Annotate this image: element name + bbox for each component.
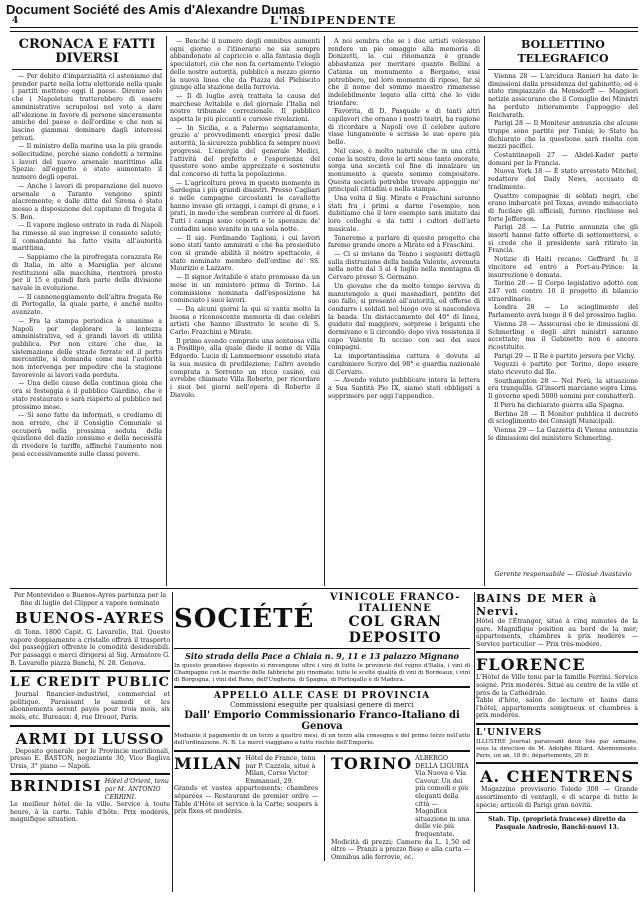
article-paragraph: La importantissima cattura è dovuta al carabiniere Scrivo del 98° e guardia nazionale di Cervaro. (328, 353, 480, 376)
header-rule (10, 27, 638, 28)
ad-emporio-desc: Mediante il pagamento di un terzo a quattro mesi, di un terzo alla consegna e del primo terzo nell'atto dell'ordinazione. N. B. Le merci viaggiano a tutto rischio dell'Emporio. (174, 733, 470, 747)
column-rule (166, 36, 167, 586)
article-paragraph: — Sappiamo che la pirofregata corazzata Re di Italia, in alto a Marsiglia per alcune restituzioni alla macchina, rientrerà presto per il 15 e quindi farà parte della divisione navale in evoluzione. (12, 254, 162, 292)
divider (476, 723, 638, 725)
divider (10, 725, 170, 727)
ads-middle-column (174, 592, 470, 892)
article-paragraph: — Una delle cause della continua gioia che ora si festeggia è il pubblico Giardino, che è stato restaurato e sarà riaperto al pubblico nel prossimo mese. (12, 380, 162, 411)
document-watermark: Document Société des Amis d'Alexandre Dumas (6, 2, 305, 17)
advertisements (10, 592, 638, 892)
ad-brindisi (10, 778, 170, 801)
ad-torino-title: TORINO (330, 753, 413, 773)
ad-intro: Per Montevideo e Buenos-Ayres partenza per la fine di luglio del Clipper a vapore nominato (13, 592, 167, 607)
divider (10, 670, 170, 672)
article-paragraph: — Per debito d'imparzialità ci asteniamo dal prender parte nella lotta elettorale nella quale i partiti mettono oggi il paese. Diremo solo che i Napoletani tratterebbero di essere amministrative scrupolosi nel voto a dare all'elezione in favore di persone sinceramente amiche del paese e dell'ordine e che non si lascino giammai dominare dagli interessi privati. (12, 73, 162, 142)
divider (174, 686, 470, 688)
ads-left-column (10, 592, 170, 892)
ad-torino-desc: Modicità di prezzi; Camere da L. 1,50 ed oltre — Pranzi a prezzo fisso e alla carta — Omnibus alle ferrovie, ec. (330, 838, 470, 861)
ad-credit-title: LE CREDIT PUBLIC (10, 675, 170, 691)
ad-bains-desc: Hôtel de l'Étranger, situé à cinq minutes de la gare. Magnifique position au bord de la mer; appartements, chambres à prix modérés — Service particulier — Prix très-modéré. (476, 618, 638, 648)
ad-bains-title: BAINS DE MER à Nervi. (476, 592, 598, 618)
article-paragraph: — L'agricoltura prova in questo momento in Sardegna i più grandi disastri. Presso Cagliari e nelle campagne circostanti le cavallette hanno invaso gli orzaggi, i campi di grano, e i prati, in modo che sembran correre al di fuori. Tutti i campi sono coperti e le speranze de' contadini sono svanite in una sola notte. (170, 179, 320, 233)
article-paragraph: Nel caso, è molto naturale che in una città come la nostra, dove le arti sono tanto onorate, sorga una società col fine di innalzare un monumento a questo sommo compositore. Questa società potrebbe trovare appoggio ne' principali cittadini e nella stampa. (328, 147, 480, 194)
article-paragraph: — Il cannoneggiamento dell'altra fregata Re di Portogallo, la quale parte, è anche molto avanzato. (12, 293, 162, 317)
ad-societe-desc: In questo grandioso deposito si rinvengono oltre i vini di tutte le provincie del regno d'Italia, i vini di Champagne con le marche delle fabbriche più rinomate; tutte le scelte qualità di vini di Bordeaux, i vini di Borgogna, i vini del Reno, dell'Ungheria, di Spagna, di Portogallo e di Madera. (174, 663, 470, 683)
article-paragraph: Il primo avendo comprato una sontuosa villa a Posillipo, alla quale diede il nome di Villa Edgardo. Lucia di Lammermoor essendo stata la sua musica di predilezione; l'altro avendo comprata a Sorrento un ricco casino, cui avrebbe chiamato Villa Roberto, per ricordare i suoi bei giorni nell'opera di Roberto il Diavolo. (170, 337, 320, 399)
header (0, 0, 643, 27)
gerente-line: Gerente responsabile — Giosuè Avastavio (494, 570, 632, 578)
telegram: Parigi 28 — Il Moniteur annunzia che alcune truppe sono partite per Tunisi; lo Stato ha dichiarato che la questione sarà risolta con mezzi pacifici. (488, 120, 638, 151)
divider (476, 651, 638, 653)
column-3 (328, 38, 480, 584)
section-title: CRONACA E FATTI DIVERSI (18, 38, 156, 66)
ad-societe-header (174, 592, 470, 649)
telegram: Parigi 29 — Il Re è partito jersera per Vichy. (494, 352, 636, 360)
article-paragraph: A noi sembra che se i due artisti volevano rendere un pio omaggio alla memoria di Donizetti, la cui rinomanza è grande abbastanza per meritare quanto Bellini a Catania un monumento a Bergamo, essi potrebbero, nel loro momento di riposo, far sì che il nome del sommo maestro rimanesse indelebilmente legato alla città che lo vide trionfare. (328, 38, 480, 107)
printer-line: Stab. Tip. (proprietà francese) diretto da Pasquale Androsio, Banchi-nuovi 13. (488, 816, 626, 831)
article-paragraph: — Il ministro della marina usa la più grande sollecitudine, perché siano condotti a termine i lavori del nuovo arsenale marittimo alla Spezia: all'oggetto è stato aumentato il numero degli operai. (12, 143, 162, 182)
ad-milan (174, 755, 318, 861)
ad-florence-title: FLORENCE (476, 655, 586, 675)
article-paragraph: — Il vapore inglese entrato in rada di Napoli ha rimesso al suo ingresso il consueto saluto; il comandante ha fatto visita all'autorità marittima. (12, 222, 162, 253)
ad-chentrens-title: A. CHENTRENS (480, 767, 634, 787)
article-paragraph: Favorita, di D. Pasquale e di tanti altri capilavori che ornano i nostri teatri, ha ragione di ricordare a Napoli ove il celebre autore visse lungamente e scrisse le sue opere più belle. (328, 108, 480, 147)
ad-column-rule (474, 592, 475, 892)
article-paragraph: — Ci si inviano da Teano i seguenti dettagli sulla distruzione della banda Valente, avvenuta nella notte dal 3 al 4 luglio nella montagna di Cervaro presso S. Germano. (328, 250, 480, 282)
divider (174, 750, 470, 752)
telegram: Southampton 28 — Nel Perù, la situazione era tranquilla. Gl'insorti marciano sopra Lima. Il governo spedì 5000 uomini per combatterli. (488, 377, 638, 401)
ad-column-rule (172, 592, 173, 892)
header-rule-2 (10, 31, 638, 32)
divider (324, 755, 325, 861)
divider (488, 69, 638, 70)
divider (12, 69, 162, 70)
ad-milan-title: MILAN (174, 753, 243, 773)
column-rule (484, 36, 485, 586)
telegram: Il Perù ha dichiarato guerra alla Spagna. (494, 401, 625, 409)
ad-hotels-row (174, 755, 470, 861)
ad-milan-desc: Grands et vastes appartements; chambres séparées — Restaurant de premier ordre — Table d'Hôte et service à la Carte; soupers à prix fixes et modérés. (174, 785, 318, 816)
ad-appello-title: APPELLO ALLE CASE DI PROVINCIA (213, 691, 431, 702)
article-paragraph: — Da alcuni giorni la qui si vanta molto la buona e riconoscente memoria di due celebri artisti che hanno illustrato le scene di S. Carlo: Frazchini e Mirate. (170, 305, 320, 337)
telegram: Nuova York 18 — È stato arrestato Mitchel, redattore del Daily News, accusato di tradimento. (488, 168, 638, 191)
article-paragraph: — In Sicilia, e a Palermo segnatamente, grazie a' provvedimenti energici presi dalle autorità, la sicurezza pubblica fa sempre nuovi progressi. L'energia del generale Medici, l'attività del prefetto e l'esperienza del questore sono ambe apprezzate e sostenute dal concorso di tutta la popolazione. (170, 124, 320, 178)
ad-societe-sub: VINICOLE FRANCO-ITALIENNE (329, 592, 461, 614)
ad-chentrens-desc: Magazzino provvisorio Toledo 308 — Grande assortimento di ventagli, e di scarpe di tutte le specie; articoli di Parigi gran novità. (476, 786, 638, 809)
telegram: Vegezzi è partito per Torino, dopo essere stato ricevuto dal Re. (488, 361, 638, 377)
article-paragraph: Una volta il Sig. Mirate e Fraschini saranno stati fra i primi a darne l'esempio, non dubitiamo che il loro esempio sarà imitato dai loro colleghi e da tutti i cultori dell'arte musicale. (328, 195, 480, 233)
ad-ship-desc: di Tonn. 1800 Capit. G. Lavarello, Ital. Questo vapore doppiamente a cristallo offrirà il trasporto dei passeggieri offrente le comodità desiderabili. Per passaggi e merci dirigersi al Sig. Armatore G. B. Lavarello piazza Banchi, N. 28. Genova. (10, 629, 170, 667)
column-2 (170, 38, 320, 584)
ad-brindisi-sub: Hôtel d'Orient, tenu par M. ANTONIO CERRINI. (104, 778, 169, 801)
telegram: Notizie di Haiti recano: Geffrard fu il vincitore ed entrò a Port-au-Prince: la insurrezione è domata. (488, 256, 638, 279)
article-paragraph: — Fra la stampa periodica è unanime a Napoli per deplorare la lentezza amministrativa, ed a grandi lavori di utilità pubblica. Per non citare che due, la sistemazione delle strade ferrate ed il porto mercantile, si domanda come mai l'autorità non intervenga per impedire che la stagione favorevole ai lavori vada perduta. (12, 317, 162, 379)
ad-societe-address: Sito strada della Pace a Chiaia n. 9, 11 e 13 palazzo Mignano (185, 651, 459, 661)
divider (476, 762, 638, 764)
page-number: 4 (12, 16, 19, 26)
divider (476, 812, 638, 813)
ad-credit-desc: Journal financier-industriel, commercial et politique. Paraissant le samedi et les abonnements seront payés pour trois mois, six mois, etc. Bureaux: 4, rue Drouot, Paris. (10, 691, 170, 721)
telegram: Quattro compagnie di soldati negri, che erano imbarcate pel Texas, avendo minacciato di fucilare gli ufficiali, furono rinchiuse nel forte Jefferson. (488, 192, 638, 223)
article-paragraph: Un giovane che da molto tempo serviva di manutengolo a quei masnadieri, pentito del suo fallo, si presentò all'autorità, ed offerse di condurre i soldati nel luogo ove si nascondeva la banda. Un distaccamento del 40° di linea, guidato dal maggiore, sorprese i briganti che dormivano e li circondò; dopo viva resistenza il capo Valente fu ucciso con sei dei suoi compagni. (328, 282, 480, 352)
article-paragraph: — Il sig. Ferdinando Taglioni, i cui lavori sono stati tanto ammirati e che ha presieduto con si grande abilità il nostro spettacolo, è stato nominato membro dell'ordine de' SS. Maurizio e Lazzaro. (170, 234, 320, 273)
article-paragraph: — Il dì luglio avrà trattata la causa del marchese Avitabile e del giornale l'Italia nel nostro tribunale correzionale. Il pubblico aspetta le più piccanti e curiose rivelazioni. (170, 92, 320, 124)
ads-right-column (476, 592, 638, 892)
telegram: Vienna 28 — L'arciduca Ranieri ha dato le dimissioni dalla presidenza del gabinetto, ed è stato rimpiazzato da Mensdorff — Maggiori notizie assicurano che il Consiglio dei Ministri ha perduto intieramente l'appoggio del Reichsrath. (488, 73, 638, 119)
article-paragraph: — Si sono fatte da informati, e crediamo di non errare, che il Consiglio Comunale si occuperà nella prossima seduta della quistione del dazio consumo e della necessità di rivedere le tariffe, affinché l'aumento non pesi eccessivamente sulle classi povere. (12, 412, 162, 458)
article-paragraph: — Benché il numero degli omnibus aumenti ogni giorno e l'itinerario ne sia sempre abbandonato al capriccio e alla fantasia degli speculatori, ciò che non fa certamente l'elogio delle nostre autorità, pubblicò a mezzo giorno la nuova linea che da Piazza del Plebiscito giunge alla stazione della ferrovia. (170, 38, 320, 92)
telegram: Torino 28 — Il Corpo legislativo adottò con 247 voti contro 10 il progetto di bilancio straordinario. (488, 280, 638, 303)
ad-torino-sub: ALBERGO DELLA LIGURIA Via Nuova e Via Cavour. Un dei più comodi e più eleganti della città — Magnifica situazione in una delle vie più frequentate. (415, 754, 470, 838)
telegram: Londra 28 — Lo scioglimento del Parlamento avrà luogo il 6 del prossimo luglio. (488, 304, 638, 320)
telegram: Parigi 28 — La Patrie annunzia che gli insorti hanno fatto offerte di sottomettersi, e si crede che il presidente sarà ritirato in Francia. (488, 224, 638, 255)
ad-armi-title: ARMI DI LUSSO (15, 729, 165, 748)
telegram: Vienna 28 — Assicurasi che le dimissioni di Schmerling e degli altri ministri saranno accettate; ma il Gabinetto non è ancora ricostituito. (488, 320, 638, 351)
ad-appello-sub: Commissioni eseguite per qualsiasi genere di merci (230, 701, 414, 710)
telegram: Vienna 29 — La Gazzetta di Vienna annunzia le dimissioni del ministero Schmerling. (488, 426, 638, 442)
section-title: BOLLETTINO TELEGRAFICO (517, 38, 609, 65)
ad-societe-deposit: COL GRAN DEPOSITO (348, 614, 442, 646)
column-rule (324, 36, 325, 586)
article-paragraph: — Avendo voluto pubblicare intera la lettera a Sua Santità Pio IX, siamo stati obbligati a sopprimere per oggi l'appendice. (328, 377, 480, 400)
ad-florence-desc: L'Hôtel de Ville tenu par la famille Ferrini. Service soigné. Prix modérés. Situé au centre de la ville et près de la Cathédrale. (476, 674, 638, 697)
article-paragraph: — Il signor Avitabile è stato promosso da un mese in un ministero prima di Torino. La commissione nominata dall'esposizione ha cominciato i suoi lavori. (170, 274, 320, 305)
ad-univers-desc: ILLUSTRÉ Journal paraissant deux fois par semaine, sous la direction de M. Adolphe Bitard. Abonnements: Paris, un an, 18 fr.; départements, 20 fr. (476, 738, 638, 759)
telegram: Berlino 28 — Il Monitor pubblica il decreto di scioglimento dei Consigli Municipali. (488, 410, 638, 426)
column-cronaca (12, 38, 162, 584)
ad-emporio: Dall' Emporio Commissionario Franco-Italiano di Genova (184, 710, 460, 733)
article-paragraph: Toneremo a parlare di questo progetto che faremo grande onore a Mirate ed a Fraschini. (328, 234, 480, 250)
ad-armi-desc: Deposito generale per le Provincie meridionali, presso E. BASTON, negoziante 30, Vico Bagliva Ursis, 3° piano — Napoli. (10, 747, 170, 770)
ad-florence-extra: Table d'hôte, salon de lecture et bains dans l'hôtel, appartements somptueux et chambres à prix modérés. (476, 697, 638, 720)
ad-torino (331, 755, 470, 861)
ad-brindisi-desc: Le meilleur hôtel de la ville. Service à toute heure, à la carte. Table d'hôte. Prix modérés, magnifique situation. (10, 801, 170, 824)
ad-univers-title: L'UNIVERS (476, 727, 543, 738)
divider (10, 773, 170, 775)
section-rule (10, 588, 638, 589)
ad-ship-name: BUENOS-AYRES (15, 609, 165, 628)
column-bollettino (488, 38, 638, 584)
ad-milan-sub: Hôtel de France, tenu par P. Cazzola, situé à Milan, Corso Victor Emmanuel, 29. (245, 754, 316, 785)
ad-brindisi-title: BRINDISI (10, 777, 102, 796)
ad-societe-title: SOCIÉTÉ (174, 604, 315, 634)
masthead: L'INDIPENDENTE (270, 14, 397, 27)
article-paragraph: — Anche i lavori di preparazione del nuovo arsenale a Taranto vengono spinti alacremente; e dalle ditte del Sirena è stato mosso a disposizione del capitano di fregata il S. Bon. (12, 182, 162, 221)
telegram: Costantinopoli 27 — Abdel-Kader parte domani per la Francia. (488, 152, 638, 167)
